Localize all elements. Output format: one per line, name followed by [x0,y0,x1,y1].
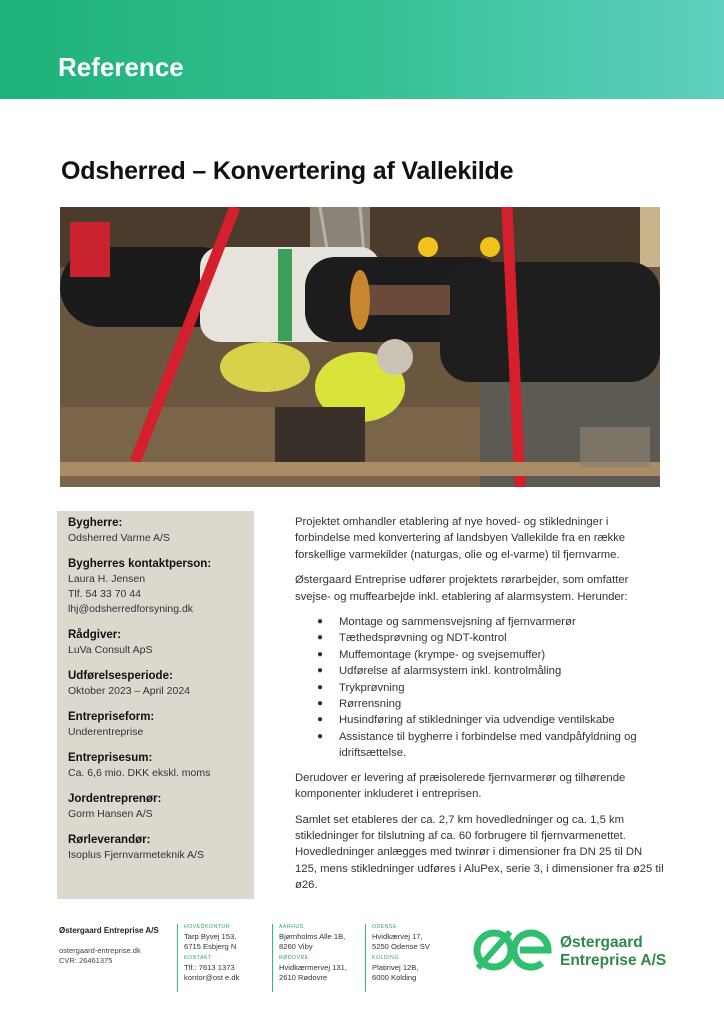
fact-label: Entreprisesum: [68,752,153,764]
fact-label: Jordentreprenør: [68,793,162,805]
fact-jordentreprenoer [68,792,244,822]
list-item-text: Rørrensning [339,698,402,711]
fact-bygherre [68,516,244,546]
fact-label: Rådgiver: [68,629,122,641]
fact-value: Oktober 2023 – April 2024 [68,685,191,697]
bullet-icon: ● [317,632,324,644]
fact-value: Underentreprise [68,726,144,738]
banner-title: Reference [58,52,184,82]
bullet-icon: ● [317,648,324,660]
fact-entrepriseform [68,710,244,740]
paragraph: Derudover er levering af præisolerede fjernvarmerør og tilhørende komponenter inkluderet i entreprisen. [295,771,626,801]
footer-office-odense [365,924,430,992]
office-city: 6715 Esbjerg N [184,942,237,951]
footer-cvr: CVR: 26461375 [59,956,113,965]
logo-line: Østergaard [560,934,643,951]
office-heading: AARHUS [279,924,304,930]
office-heading: HOVEDKONTOR [184,924,231,930]
fact-value: Gorm Hansen A/S [68,808,153,820]
footer-website[interactable]: ostergaard-entreprise.dk [59,946,141,955]
footer-office-hq [177,924,239,992]
fact-value: Ca. 6,6 mio. DKK ekskl. moms [68,767,211,779]
project-description [295,514,665,903]
construction-photo [60,207,660,487]
company-logo [472,922,682,982]
task-list [295,614,665,762]
fact-label: Bygherre: [68,517,123,529]
list-item-text: Montage og sammensvejsning af fjernvarmerør [339,616,576,629]
office-city: 8260 Viby [279,942,313,951]
list-item-text: Trykprøvning [339,681,405,694]
fact-value: LuVa Consult ApS [68,644,153,656]
list-item-text: Tæthedsprøvning og NDT-kontrol [339,632,507,645]
list-item [295,614,665,630]
office-heading: KONTAKT [184,955,212,961]
list-item-text: Udførelse af alarmsystem inkl. kontrolmåling [339,665,562,678]
footer-office-aarhus [272,924,347,992]
office-heading: ODENSE [372,924,397,930]
logo-line: Entreprise A/S [560,952,667,969]
project-facts-panel [57,511,254,899]
office-email[interactable]: kontor@ost e.dk [184,973,240,982]
office-address: Hvidkærvej 17, [372,932,423,941]
office-address: Platinvej 12B, [372,963,419,972]
list-item [295,663,665,679]
list-item-text: Muffemontage (krympe- og svejsemuffer) [339,648,546,661]
list-item [295,696,665,712]
office-address: Bjørnholms Alle 1B, [279,932,346,941]
list-item [295,729,665,762]
office-phone: Tlf.: 7613 1373 [184,963,235,972]
fact-raadgiver [68,628,244,658]
fact-value: Odsherred Varme A/S [68,532,170,544]
fact-label: Udførelsesperiode: [68,670,173,682]
office-heading: RØDOVRE [279,955,309,961]
bullet-icon: ● [317,681,324,693]
fact-roerleverandoer [68,833,244,863]
header-banner [0,0,724,99]
fact-contact [68,557,244,617]
logo-wordmark [560,934,666,970]
fact-period [68,669,244,699]
bullet-icon: ● [317,730,324,742]
page-title: Odsherred – Konvertering af Vallekilde [61,157,514,185]
footer-company: Østergaard Entreprise A/S [59,926,159,935]
fact-phone: Tlf. 54 33 70 44 [68,588,141,600]
office-address: Tarp Byvej 153, [184,932,237,941]
list-item-text: Husindføring af stikledninger via udvendige ventilskabe [339,714,615,727]
office-city: 6000 Kolding [372,973,417,982]
bullet-icon: ● [317,616,324,628]
fact-entreprisesum [68,751,244,781]
office-address: Hvidkærmervej 131, [279,963,347,972]
fact-value: Isoplus Fjernvarmeteknik A/S [68,849,204,861]
office-heading: KOLDING [372,955,399,961]
office-city: 5250 Odense SV [372,942,430,951]
list-item [295,630,665,646]
bullet-icon: ● [317,714,324,726]
fact-label: Entrepriseform: [68,711,155,723]
office-city: 2610 Rødovre [279,973,328,982]
list-item [295,712,665,728]
paragraph: Projektet omhandler etablering af nye hoved- og stikledninger i forbindelse med konvertering af landsbyen Vallekilde fra en række forskellige varmekilder (naturgas, olie og el-varme) til fjernvarme. [295,516,626,561]
footer [0,920,724,1024]
logo-mark-icon [472,922,556,978]
fact-label: Rørleverandør: [68,834,151,846]
list-item [295,647,665,663]
bullet-icon: ● [317,665,324,677]
paragraph: Østergaard Entreprise udfører projektets rørarbejder, som omfatter svejse- og muffearbejde inkl. etablering af alarmsystem. Herunder: [295,574,629,603]
bullet-icon: ● [317,698,324,710]
paragraph: Samlet set etableres der ca. 2,7 km hovedledninger og ca. 1,5 km stikledninger for tilslutning af ca. 60 forbrugere til fjernvarmenettet. Hovedledninger anlægges med twinrør i dimensioner fra DN 25 til DN 125, mens stikledninger udføres i AluPex, serie 3, i dimensioner fra ø25 til ø26. [295,813,664,892]
fact-value: Laura H. Jensen [68,573,146,585]
fact-label: Bygherres kontaktperson: [68,558,212,570]
list-item [295,680,665,696]
list-item-text: Assistance til bygherre i forbindelse med vandpåfyldning og idriftsættelse. [339,730,637,760]
fact-email: lhj@odsherredforsyning.dk [68,603,194,615]
